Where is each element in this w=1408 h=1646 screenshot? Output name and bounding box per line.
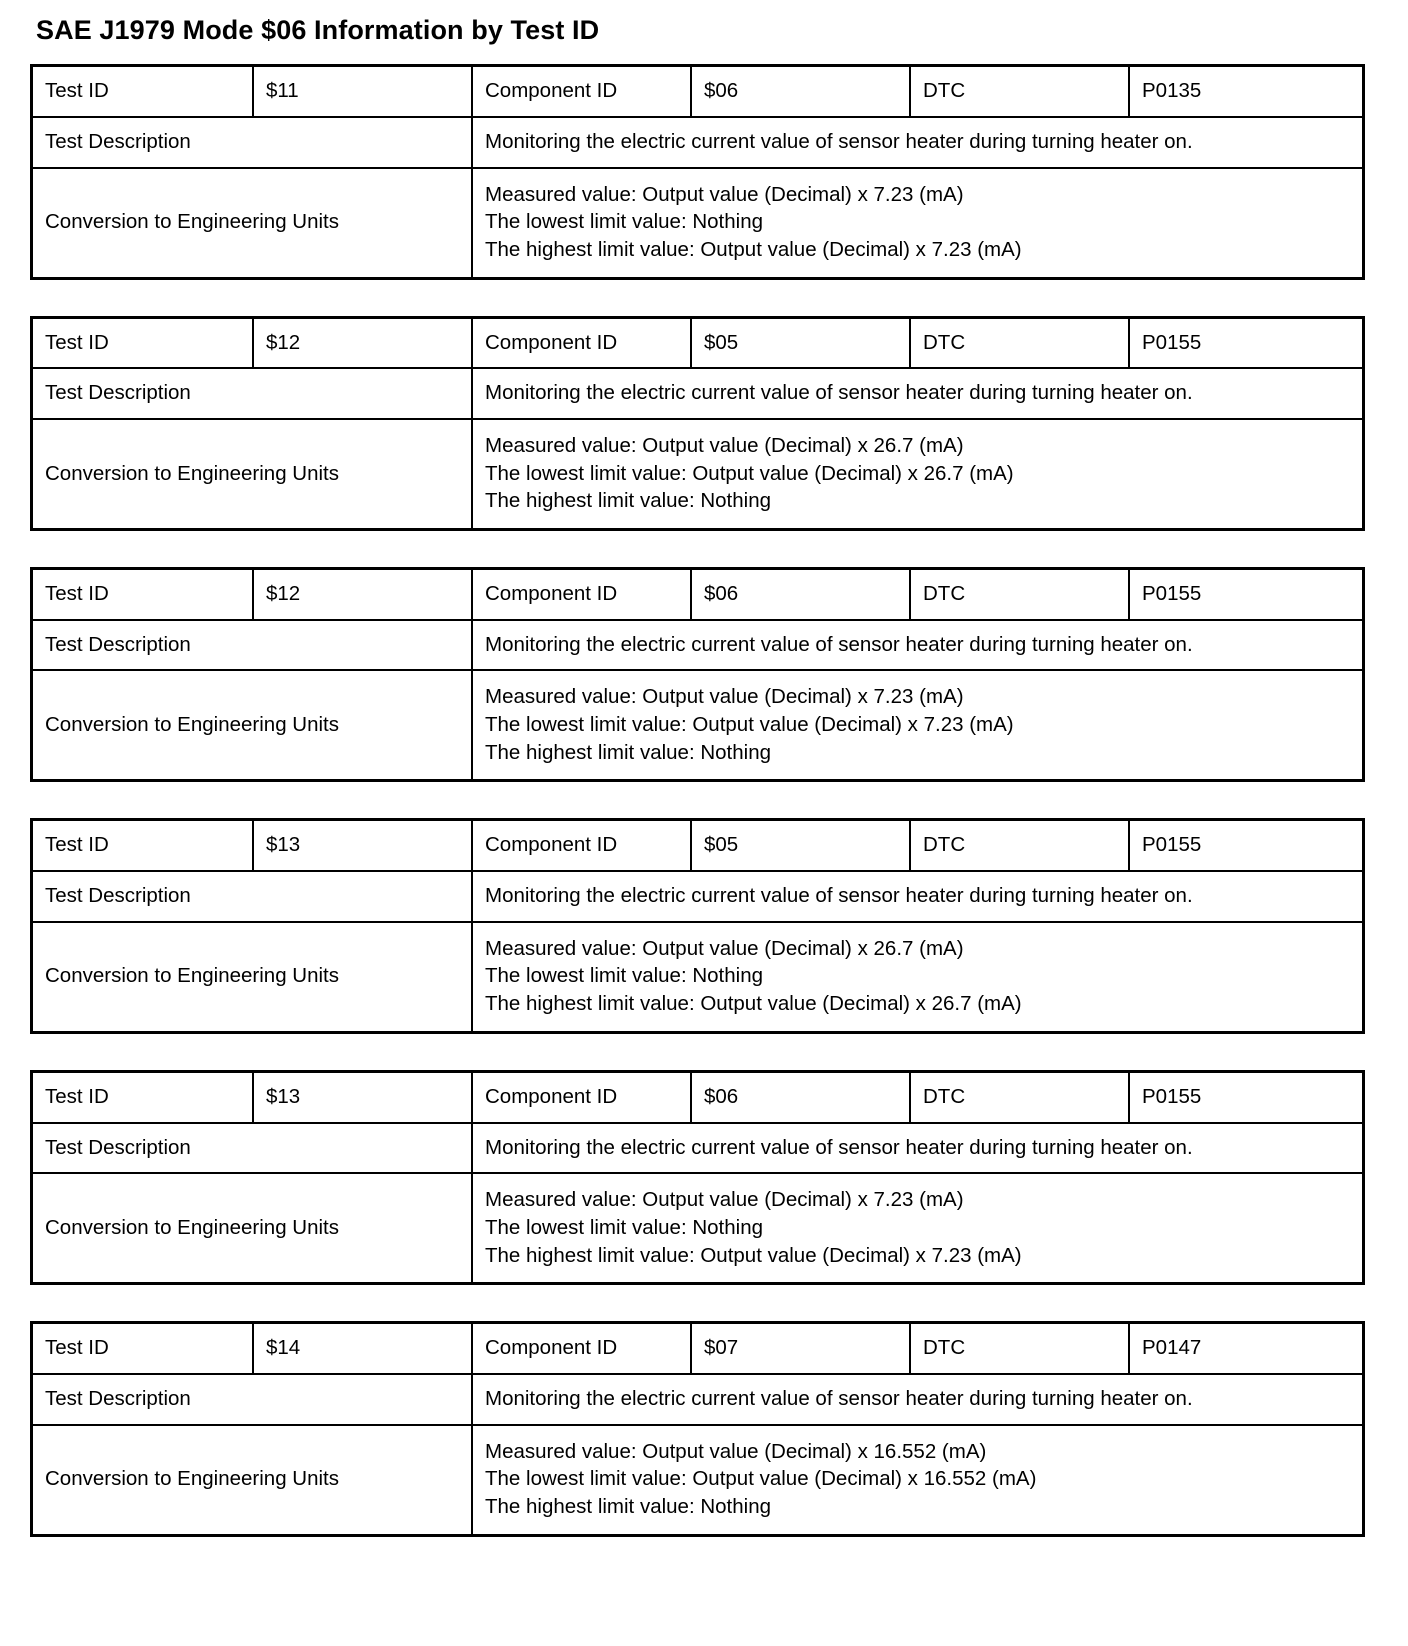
conversion-line: The lowest limit value: Output value (Decimal) x 26.7 (mA) <box>485 461 1014 485</box>
dtc-value: P0135 <box>1128 67 1362 116</box>
conversion-value <box>471 169 1362 277</box>
conversion-line: Measured value: Output value (Decimal) x 7.23 (mA) <box>485 685 964 709</box>
conversion-line: The highest limit value: Output value (Decimal) x 7.23 (mA) <box>485 238 1022 262</box>
conversion-line: The highest limit value: Nothing <box>485 1494 772 1518</box>
dtc-value: P0147 <box>1128 1324 1362 1373</box>
test-description-label: Test Description <box>45 381 191 405</box>
test-description-value: Monitoring the electric current value of sensor heater during turning heater on. <box>471 872 1362 921</box>
component-id-value: $06 <box>690 1073 909 1122</box>
table-row <box>33 367 1362 418</box>
dtc-value: P0155 <box>1128 821 1362 870</box>
conversion-label: Conversion to Engineering Units <box>45 1467 339 1491</box>
test-id-value: $12 <box>252 570 471 619</box>
conversion-line: The lowest limit value: Output value (Decimal) x 16.552 (mA) <box>485 1467 1037 1491</box>
test-description-label: Test Description <box>45 632 191 656</box>
conversion-line: The highest limit value: Output value (Decimal) x 7.23 (mA) <box>485 1243 1022 1267</box>
table-row <box>33 1424 1362 1534</box>
conversion-line: Measured value: Output value (Decimal) x 26.7 (mA) <box>485 936 964 960</box>
test-id-label: Test ID <box>45 330 109 354</box>
test-id-label: Test ID <box>45 1084 109 1108</box>
dtc-label: DTC <box>909 821 1128 870</box>
conversion-line: The lowest limit value: Nothing <box>485 964 764 988</box>
test-description-value: Monitoring the electric current value of sensor heater during turning heater on. <box>471 369 1362 418</box>
table-row <box>33 1373 1362 1424</box>
dtc-label: DTC <box>909 1324 1128 1373</box>
table-row <box>33 1073 1362 1122</box>
test-id-table <box>30 316 1365 531</box>
test-id-table-list <box>30 64 1368 1536</box>
component-id-label: Component ID <box>471 319 690 368</box>
dtc-label: DTC <box>909 1073 1128 1122</box>
dtc-label: DTC <box>909 570 1128 619</box>
dtc-value: P0155 <box>1128 319 1362 368</box>
test-description-value: Monitoring the electric current value of sensor heater during turning heater on. <box>471 118 1362 167</box>
component-id-value: $05 <box>690 319 909 368</box>
test-id-table <box>30 567 1365 782</box>
test-id-value: $12 <box>252 319 471 368</box>
conversion-value <box>471 1426 1362 1534</box>
test-id-label: Test ID <box>45 833 109 857</box>
conversion-line: The lowest limit value: Nothing <box>485 210 764 234</box>
table-row <box>33 167 1362 277</box>
conversion-line: The lowest limit value: Nothing <box>485 1215 764 1239</box>
conversion-label: Conversion to Engineering Units <box>45 461 339 485</box>
component-id-value: $05 <box>690 821 909 870</box>
test-id-label: Test ID <box>45 1336 109 1360</box>
component-id-label: Component ID <box>471 1073 690 1122</box>
test-description-label: Test Description <box>45 1386 191 1410</box>
test-description-value: Monitoring the electric current value of sensor heater during turning heater on. <box>471 1375 1362 1424</box>
conversion-label: Conversion to Engineering Units <box>45 1215 339 1239</box>
conversion-value <box>471 1174 1362 1282</box>
table-row <box>33 319 1362 368</box>
dtc-label: DTC <box>909 67 1128 116</box>
conversion-line: Measured value: Output value (Decimal) x 16.552 (mA) <box>485 1439 987 1463</box>
conversion-value <box>471 671 1362 779</box>
test-description-value: Monitoring the electric current value of sensor heater during turning heater on. <box>471 621 1362 670</box>
dtc-value: P0155 <box>1128 1073 1362 1122</box>
conversion-value <box>471 923 1362 1031</box>
test-description-label: Test Description <box>45 1135 191 1159</box>
test-id-table <box>30 1321 1365 1536</box>
conversion-line: The highest limit value: Output value (Decimal) x 26.7 (mA) <box>485 992 1022 1016</box>
table-row <box>33 619 1362 670</box>
table-row <box>33 921 1362 1031</box>
table-row <box>33 67 1362 116</box>
test-description-label: Test Description <box>45 884 191 908</box>
table-row <box>33 669 1362 779</box>
conversion-line: The lowest limit value: Output value (Decimal) x 7.23 (mA) <box>485 713 1014 737</box>
table-row <box>33 821 1362 870</box>
table-row <box>33 1122 1362 1173</box>
component-id-label: Component ID <box>471 67 690 116</box>
table-row <box>33 1324 1362 1373</box>
page-title: SAE J1979 Mode $06 Information by Test ID <box>36 15 600 45</box>
test-id-value: $11 <box>252 67 471 116</box>
table-row <box>33 570 1362 619</box>
component-id-value: $06 <box>690 570 909 619</box>
component-id-label: Component ID <box>471 570 690 619</box>
table-row <box>33 870 1362 921</box>
conversion-label: Conversion to Engineering Units <box>45 964 339 988</box>
conversion-label: Conversion to Engineering Units <box>45 713 339 737</box>
table-row <box>33 418 1362 528</box>
test-id-table <box>30 818 1365 1033</box>
component-id-label: Component ID <box>471 1324 690 1373</box>
conversion-line: Measured value: Output value (Decimal) x 7.23 (mA) <box>485 182 964 206</box>
test-id-table <box>30 64 1365 279</box>
test-id-label: Test ID <box>45 79 109 103</box>
conversion-value <box>471 420 1362 528</box>
test-description-label: Test Description <box>45 130 191 154</box>
dtc-value: P0155 <box>1128 570 1362 619</box>
test-description-value: Monitoring the electric current value of sensor heater during turning heater on. <box>471 1124 1362 1173</box>
component-id-value: $06 <box>690 67 909 116</box>
test-id-value: $13 <box>252 1073 471 1122</box>
conversion-line: The highest limit value: Nothing <box>485 489 772 513</box>
conversion-line: Measured value: Output value (Decimal) x 7.23 (mA) <box>485 1188 964 1212</box>
table-row <box>33 1172 1362 1282</box>
component-id-label: Component ID <box>471 821 690 870</box>
conversion-label: Conversion to Engineering Units <box>45 210 339 234</box>
test-id-label: Test ID <box>45 582 109 606</box>
conversion-line: Measured value: Output value (Decimal) x 26.7 (mA) <box>485 434 964 458</box>
test-id-value: $14 <box>252 1324 471 1373</box>
test-id-value: $13 <box>252 821 471 870</box>
component-id-value: $07 <box>690 1324 909 1373</box>
dtc-label: DTC <box>909 319 1128 368</box>
test-id-table <box>30 1070 1365 1285</box>
table-row <box>33 116 1362 167</box>
conversion-line: The highest limit value: Nothing <box>485 740 772 764</box>
